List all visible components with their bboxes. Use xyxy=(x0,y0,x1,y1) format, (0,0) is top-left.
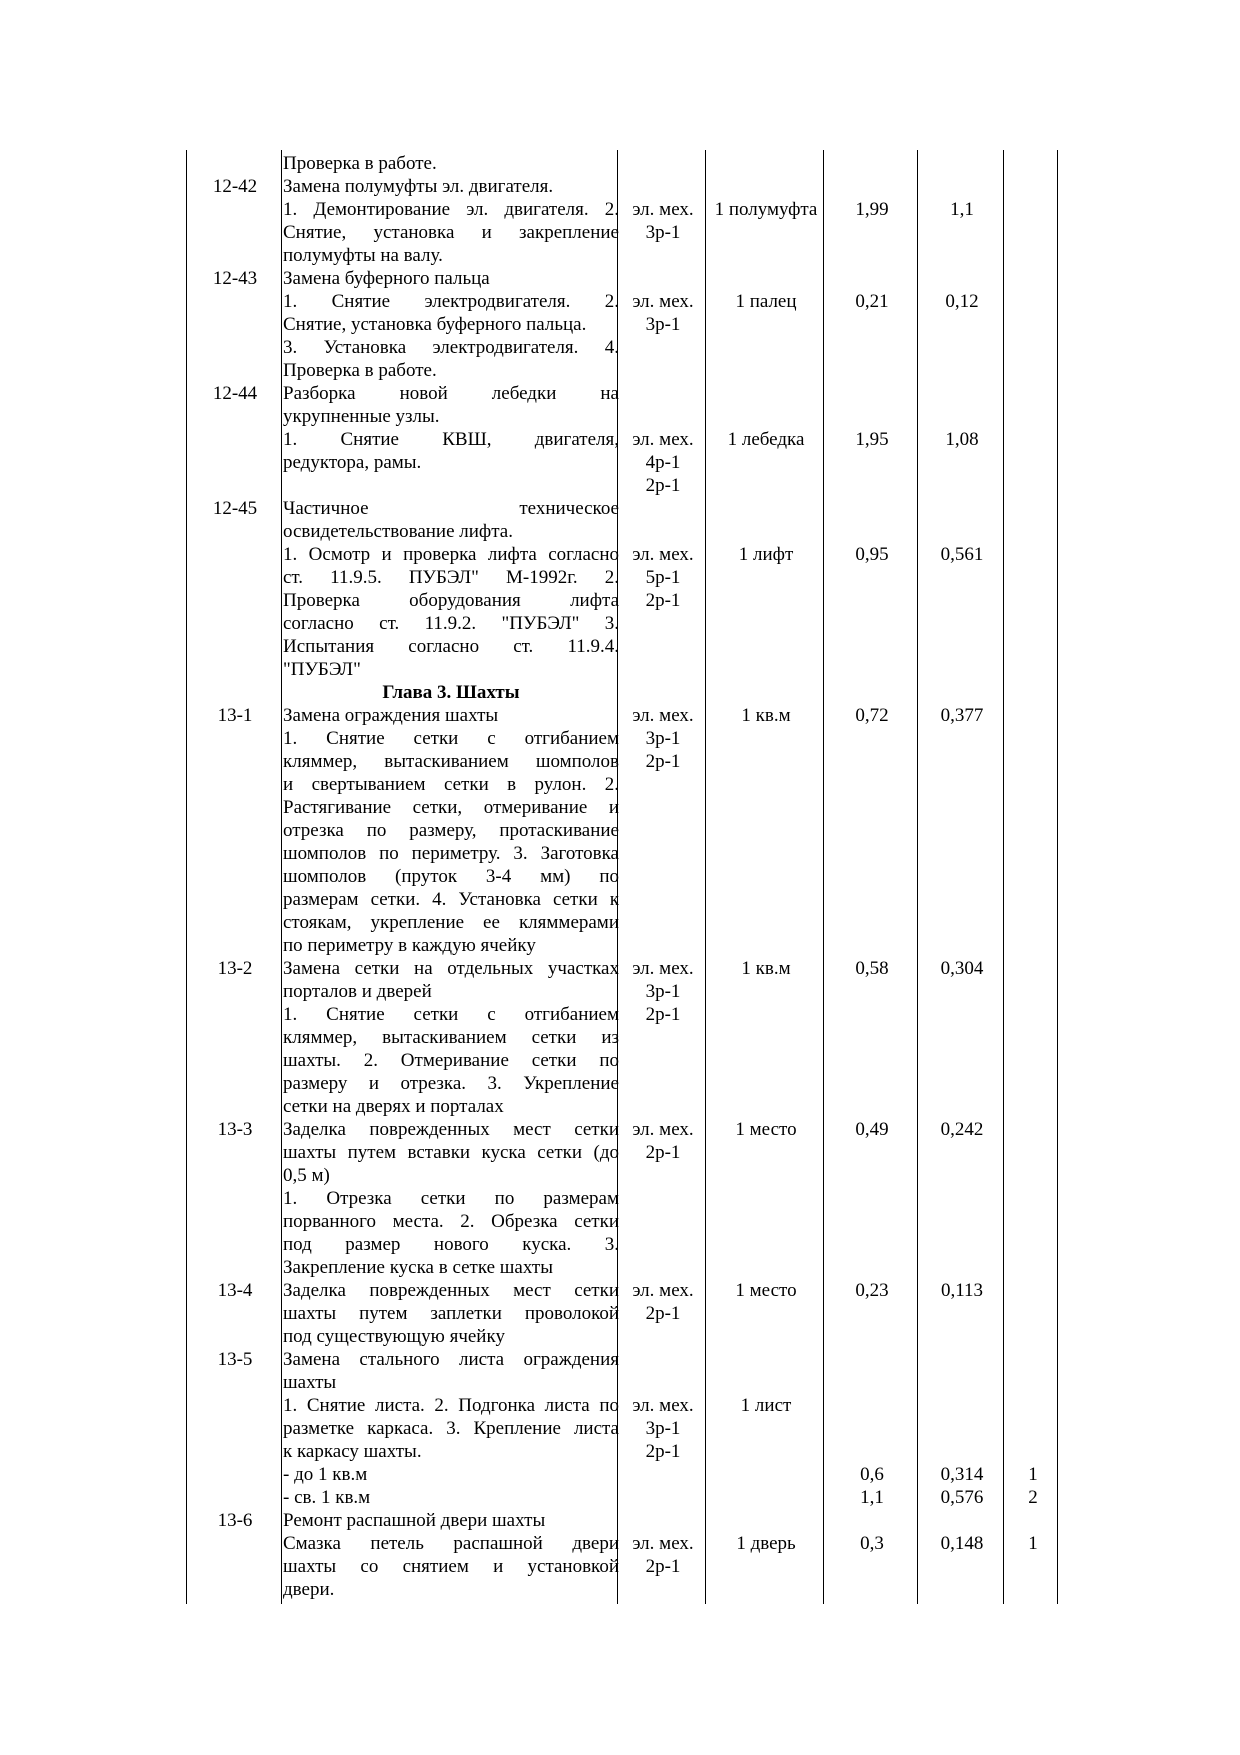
work-description-line: 1. Демонтирование эл. двигателя. 2. xyxy=(283,199,619,220)
work-description xyxy=(283,1279,619,1348)
executor-line: эл. мех. xyxy=(632,199,694,220)
measure-unit: 1 полумуфта xyxy=(714,199,818,220)
work-description-line: Замена сетки на отдельных участках xyxy=(283,958,619,979)
executor-line: 2р-1 xyxy=(645,1441,681,1462)
norm-code: 13-5 xyxy=(217,1349,253,1370)
work-description-line: Растягивание сетки, отмеривание и xyxy=(283,797,619,818)
work-description-line: двери. xyxy=(283,1579,335,1600)
work-description xyxy=(283,152,619,175)
work-description-line: Снятие, установка и закрепление xyxy=(283,222,619,243)
work-description-line: 1. Снятие сетки с отгибанием xyxy=(283,728,619,749)
executor-line: эл. мех. xyxy=(632,544,694,565)
labor-norm xyxy=(919,543,1005,566)
labor-norm-line: 0,113 xyxy=(940,1280,984,1301)
extra-value-line xyxy=(1005,1417,1061,1440)
work-description-line: укрупненные узлы. xyxy=(283,406,440,427)
norm-code: 12-42 xyxy=(212,176,258,197)
work-description xyxy=(283,175,619,198)
table-column-divider xyxy=(281,150,282,1604)
time-norm xyxy=(825,704,919,727)
work-description-line: Замена полумуфты эл. двигателя. xyxy=(283,176,554,197)
labor-norm-line: 0,242 xyxy=(940,1119,984,1140)
executor-line: 3р-1 xyxy=(645,222,681,243)
work-description-line: Частичное техническое xyxy=(283,498,619,519)
measure-unit: 1 кв.м xyxy=(741,705,791,726)
table-column-divider xyxy=(823,150,824,1604)
labor-norm-line: 0,561 xyxy=(940,544,984,565)
work-description-line: кляммер, вытаскиванием сетки из xyxy=(283,1027,619,1048)
measure-unit: 1 дверь xyxy=(736,1533,796,1554)
work-description-line: 3. Установка электродвигателя. 4. xyxy=(283,337,619,358)
table-column-divider xyxy=(917,150,918,1604)
measure-unit: 1 место xyxy=(735,1119,797,1140)
work-description-line: "ПУБЭЛ" xyxy=(283,659,361,680)
work-description-line: полумуфты на валу. xyxy=(283,245,443,266)
labor-norm xyxy=(919,198,1005,221)
work-description-line: Проверка в работе. xyxy=(283,360,437,381)
time-norm-line xyxy=(825,1417,919,1440)
norm-code: 13-2 xyxy=(217,958,253,979)
executor-line: 2р-1 xyxy=(645,1556,681,1577)
work-description xyxy=(283,428,619,474)
executor-line: эл. мех. xyxy=(632,291,694,312)
work-description-line: отрезка по размеру, протаскивание xyxy=(283,820,619,841)
labor-norm xyxy=(919,1118,1005,1141)
time-norm-line: 1,1 xyxy=(860,1487,884,1508)
executor-line: эл. мех. xyxy=(632,1533,694,1554)
work-description-line: шахты. 2. Отмеривание сетки по xyxy=(283,1050,619,1071)
norm-code: 13-6 xyxy=(217,1510,253,1531)
time-norm-line: 1,99 xyxy=(855,199,889,220)
executor-line: 2р-1 xyxy=(645,590,681,611)
norm-code: 13-4 xyxy=(217,1280,253,1301)
work-description-line: размерам сетки. 4. Установка сетки к xyxy=(283,889,619,910)
work-description xyxy=(283,497,619,543)
time-norm xyxy=(825,1279,919,1302)
labor-norm-line xyxy=(919,1417,1005,1440)
executor-line: 4р-1 xyxy=(645,452,681,473)
work-description-line: шахты со снятием и установкой xyxy=(283,1556,619,1577)
time-norm-line: 0,58 xyxy=(855,958,889,979)
executor xyxy=(619,428,707,497)
labor-norm xyxy=(919,1532,1005,1555)
time-norm xyxy=(825,1118,919,1141)
work-description-line: 0,5 м) xyxy=(283,1165,330,1186)
work-description-line: к каркасу шахты. xyxy=(283,1441,422,1462)
work-description-line: 1. Снятие листа. 2. Подгонка листа по xyxy=(283,1395,619,1416)
work-description-line: Замена ограждения шахты xyxy=(283,705,499,726)
work-description xyxy=(283,1348,619,1394)
time-norm-line: 0,21 xyxy=(855,291,889,312)
extra-value-line: 2 xyxy=(1028,1487,1038,1508)
executor-line: 2р-1 xyxy=(645,475,681,496)
norm-code: 13-3 xyxy=(217,1119,253,1140)
work-description-line: Смазка петель распашной двери xyxy=(283,1533,619,1554)
labor-norm-line: 1,1 xyxy=(950,199,974,220)
chapter-heading: Глава 3. Шахты xyxy=(382,682,520,703)
labor-norm-line xyxy=(919,1440,1005,1463)
labor-norm-line: 0,12 xyxy=(945,291,979,312)
work-description-line: сетки на дверях и порталах xyxy=(283,1096,504,1117)
executor xyxy=(619,1532,707,1578)
work-description xyxy=(283,543,619,681)
work-description xyxy=(283,267,619,290)
time-norm-line xyxy=(825,1440,919,1463)
work-description-line: - до 1 кв.м xyxy=(283,1464,368,1485)
labor-norm-line: 0,314 xyxy=(940,1464,984,1485)
measure-unit: 1 лебедка xyxy=(727,429,805,450)
table-column-divider xyxy=(705,150,706,1604)
labor-norm xyxy=(919,1279,1005,1302)
work-description-line: Разборка новой лебедки на xyxy=(283,383,619,404)
work-description-line: 1. Снятие сетки с отгибанием xyxy=(283,1004,619,1025)
executor-line: 3р-1 xyxy=(645,314,681,335)
work-description-line: Закрепление куска в сетке шахты xyxy=(283,1257,553,1278)
work-description-line: Ремонт распашной двери шахты xyxy=(283,1510,546,1531)
time-norm-line: 0,3 xyxy=(860,1533,884,1554)
work-description-line: кляммер, вытаскиванием шомполов xyxy=(283,751,619,772)
labor-norm xyxy=(919,704,1005,727)
work-description xyxy=(283,704,619,957)
work-description xyxy=(283,957,619,1118)
work-description-line: порванного места. 2. Обрезка сетки xyxy=(283,1211,619,1232)
extra-value xyxy=(1005,1394,1061,1509)
work-description-line: ст. 11.9.5. ПУБЭЛ" М-1992г. 2. xyxy=(283,567,619,588)
norm-code: 12-45 xyxy=(212,498,258,519)
measure-unit: 1 лифт xyxy=(738,544,794,565)
time-norm xyxy=(825,543,919,566)
labor-norm xyxy=(919,957,1005,980)
work-description-line: освидетельствование лифта. xyxy=(283,521,513,542)
work-description-line: шахты путем вставки куска сетки (до xyxy=(283,1142,619,1163)
extra-value-line xyxy=(1005,1440,1061,1463)
work-description-line: Заделка поврежденных мест сетки xyxy=(283,1119,619,1140)
time-norm-line xyxy=(825,1394,919,1417)
time-norm-line: 0,95 xyxy=(855,544,889,565)
executor xyxy=(619,1394,707,1463)
measure-unit: 1 лист xyxy=(740,1395,792,1416)
executor-line: 3р-1 xyxy=(645,1418,681,1439)
executor-line: 3р-1 xyxy=(645,981,681,1002)
executor xyxy=(619,957,707,1026)
work-description xyxy=(283,290,619,382)
work-description-line: шомполов по периметру. 3. Заготовка xyxy=(283,843,619,864)
work-description-line: согласно ст. 11.9.2. "ПУБЭЛ" 3. xyxy=(283,613,619,634)
table-column-divider xyxy=(1003,150,1004,1604)
work-description-line: 1. Отрезка сетки по размерам xyxy=(283,1188,619,1209)
work-description-line: размеру и отрезка. 3. Укрепление xyxy=(283,1073,619,1094)
executor-line: эл. мех. xyxy=(632,429,694,450)
work-description-line: 1. Снятие электродвигателя. 2. xyxy=(283,291,619,312)
work-description-line: Замена стального листа ограждения xyxy=(283,1349,619,1370)
executor xyxy=(619,543,707,612)
time-norm-line: 1,95 xyxy=(855,429,889,450)
executor-line: эл. мех. xyxy=(632,1280,694,1301)
executor-line: 2р-1 xyxy=(645,1303,681,1324)
work-description-line: и свертыванием сетки в рулон. 2. xyxy=(283,774,619,795)
executor-line: 2р-1 xyxy=(645,1142,681,1163)
labor-norm-line: 1,08 xyxy=(945,429,979,450)
time-norm-line: 0,23 xyxy=(855,1280,889,1301)
norm-code: 12-44 xyxy=(212,383,258,404)
work-description-line: Заделка поврежденных мест сетки xyxy=(283,1280,619,1301)
table-border-left xyxy=(186,150,187,1604)
time-norm xyxy=(825,1532,919,1555)
work-description xyxy=(283,1532,619,1601)
work-description-line: шахты путем заплетки проволокой xyxy=(283,1303,619,1324)
work-description-line: под размер нового куска. 3. xyxy=(283,1234,619,1255)
time-norm xyxy=(825,428,919,451)
labor-norm-line: 0,377 xyxy=(940,705,984,726)
work-description xyxy=(283,1394,619,1509)
work-description-line: Снятие, установка буферного пальца. xyxy=(283,314,587,335)
executor-line: 3р-1 xyxy=(645,728,681,749)
work-description-line: шахты xyxy=(283,1372,337,1393)
work-description-line: 1. Снятие КВШ, двигателя, xyxy=(283,429,619,450)
work-description xyxy=(283,382,619,428)
time-norm-line: 0,49 xyxy=(855,1119,889,1140)
time-norm xyxy=(825,198,919,221)
labor-norm-line xyxy=(919,1394,1005,1417)
labor-norm-line: 0,304 xyxy=(940,958,984,979)
work-description-line: по периметру в каждую ячейку xyxy=(283,935,536,956)
executor-line: эл. мех. xyxy=(632,958,694,979)
executor-line: эл. мех. xyxy=(632,1119,694,1140)
work-description xyxy=(283,1509,619,1532)
work-description-line: 1. Осмотр и проверка лифта согласно xyxy=(283,544,619,565)
work-description-line: Проверка оборудования лифта xyxy=(283,590,619,611)
norm-code: 12-43 xyxy=(212,268,258,289)
executor xyxy=(619,290,707,336)
work-description-line: стоякам, укрепление ее кляммерами xyxy=(283,912,619,933)
time-norm xyxy=(825,957,919,980)
work-description-line: Проверка в работе. xyxy=(283,153,437,174)
executor xyxy=(619,1279,707,1325)
work-description-line: шомполов (пруток 3-4 мм) по xyxy=(283,866,619,887)
executor xyxy=(619,704,707,773)
measure-unit: 1 палец xyxy=(735,291,797,312)
labor-norm-line: 0,148 xyxy=(940,1533,984,1554)
measure-unit: 1 место xyxy=(735,1280,797,1301)
time-norm-line: 0,6 xyxy=(860,1464,884,1485)
labor-norm xyxy=(919,428,1005,451)
executor-line: эл. мех. xyxy=(632,705,694,726)
work-description-line: - св. 1 кв.м xyxy=(283,1487,371,1508)
labor-norm xyxy=(919,290,1005,313)
executor xyxy=(619,1118,707,1164)
extra-value-line: 1 xyxy=(1028,1533,1038,1554)
work-description-line: под существующую ячейку xyxy=(283,1326,505,1347)
work-description-line: Замена буферного пальца xyxy=(283,268,490,289)
work-description-line: Испытания согласно ст. 11.9.4. xyxy=(283,636,619,657)
executor-line: 2р-1 xyxy=(645,1004,681,1025)
executor-line: эл. мех. xyxy=(632,1395,694,1416)
table-border-right xyxy=(1057,150,1058,1604)
work-description-line: порталов и дверей xyxy=(283,981,432,1002)
executor xyxy=(619,198,707,244)
work-description xyxy=(283,1118,619,1279)
extra-value-line xyxy=(1005,1394,1061,1417)
time-norm xyxy=(825,1394,919,1509)
extra-value xyxy=(1005,1532,1061,1555)
labor-norm xyxy=(919,1394,1005,1509)
executor-line: 2р-1 xyxy=(645,751,681,772)
work-description-line: разметке каркаса. 3. Крепление листа xyxy=(283,1418,619,1439)
measure-unit: 1 кв.м xyxy=(741,958,791,979)
executor-line: 5р-1 xyxy=(645,567,681,588)
time-norm xyxy=(825,290,919,313)
work-description-line: редуктора, рамы. xyxy=(283,452,422,473)
time-norm-line: 0,72 xyxy=(855,705,889,726)
norm-code: 13-1 xyxy=(217,705,253,726)
work-description xyxy=(283,198,619,267)
extra-value-line: 1 xyxy=(1028,1464,1038,1485)
labor-norm-line: 0,576 xyxy=(940,1487,984,1508)
